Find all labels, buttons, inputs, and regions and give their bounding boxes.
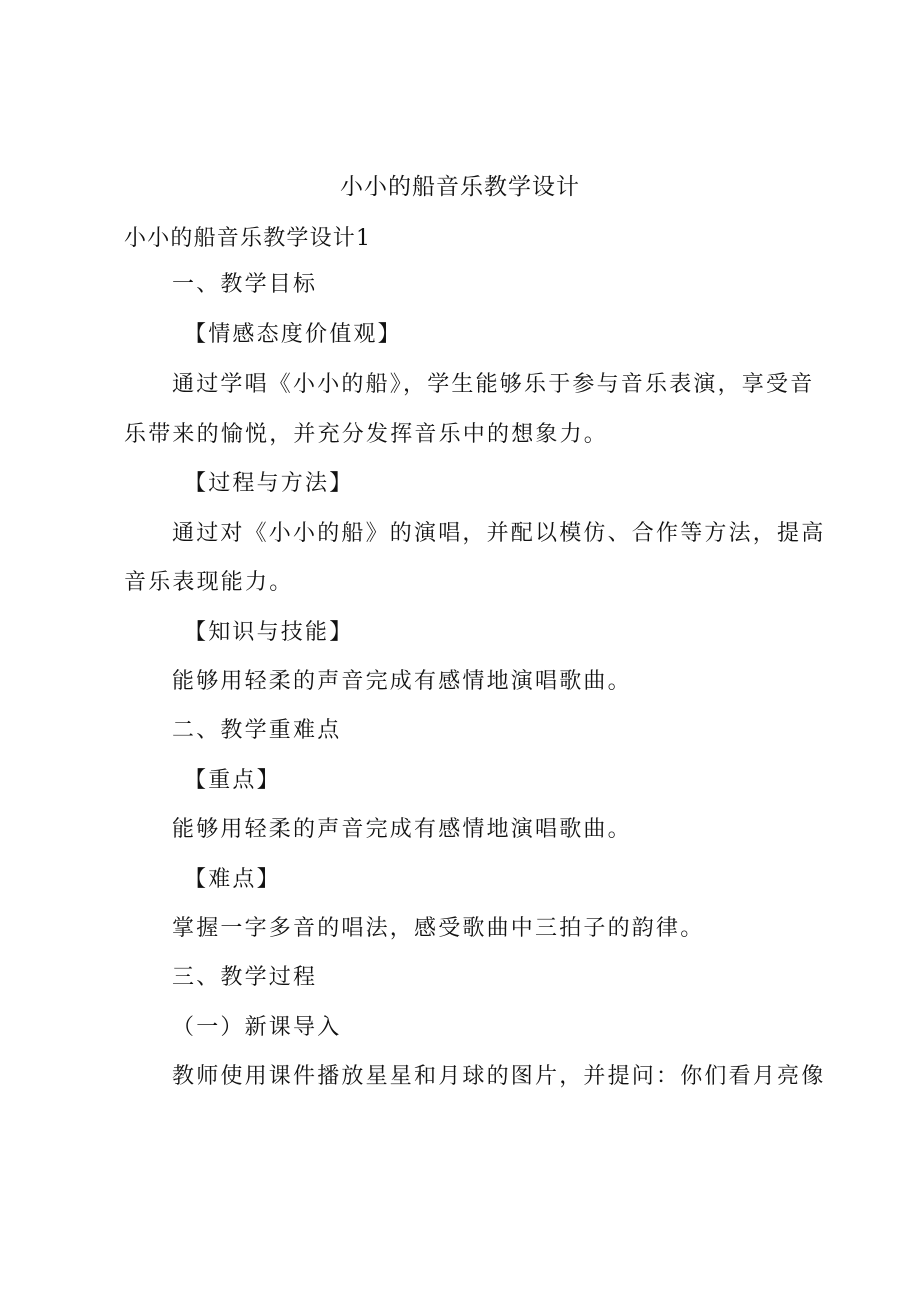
- section-heading-objectives: 一、教学目标: [172, 272, 318, 297]
- subheading-emotion: 【情感态度价值观】: [184, 322, 402, 347]
- document-subtitle: 小小的船音乐教学设计1: [124, 226, 372, 251]
- subheading-knowledge: 【知识与技能】: [184, 620, 354, 645]
- paragraph-difficult: 掌握一字多音的唱法，感受歌曲中三拍子的韵律。: [172, 916, 705, 941]
- subheading-difficult: 【难点】: [184, 867, 281, 892]
- subsection-heading-intro: （一）新课导入: [172, 1015, 342, 1040]
- subheading-process: 【过程与方法】: [184, 471, 354, 496]
- section-heading-key-points: 二、教学重难点: [172, 718, 342, 743]
- paragraph-emotion-line1: 通过学唱《小小的船》，学生能够乐于参与音乐表演，享受音: [172, 372, 815, 397]
- paragraph-process-line2: 音乐表现能力。: [124, 570, 294, 595]
- paragraph-key: 能够用轻柔的声音完成有感情地演唱歌曲。: [172, 817, 632, 842]
- paragraph-intro-line1: 教师使用课件播放星星和月球的图片，并提问：你们看月亮像: [172, 1064, 826, 1089]
- paragraph-process-line1: 通过对《小小的船》的演唱，并配以模仿、合作等方法，提高: [172, 521, 826, 546]
- paragraph-emotion-line2: 乐带来的愉悦，并充分发挥音乐中的想象力。: [124, 422, 609, 447]
- subheading-key: 【重点】: [184, 768, 281, 793]
- document-title: 小小的船音乐教学设计: [340, 174, 580, 200]
- section-heading-process: 三、教学过程: [172, 965, 318, 990]
- paragraph-knowledge: 能够用轻柔的声音完成有感情地演唱歌曲。: [172, 669, 632, 694]
